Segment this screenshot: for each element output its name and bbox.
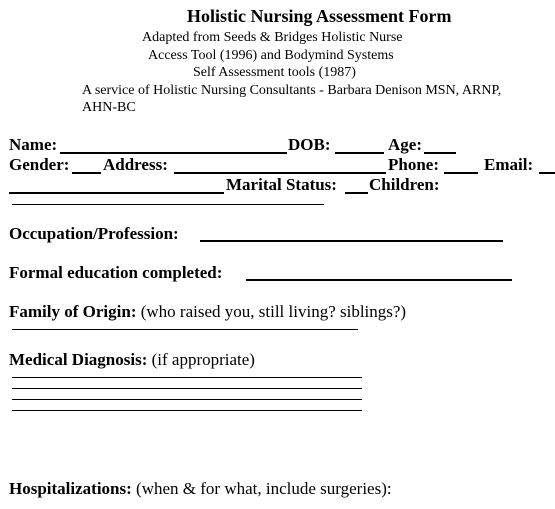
hospitalizations-title: Hospitalizations: (9, 479, 132, 498)
gender-label: Gender: (9, 155, 70, 174)
name-line[interactable] (60, 152, 287, 154)
service-line-2: AHN-BC (82, 100, 136, 115)
occupation-label: Occupation/Profession: (9, 224, 179, 243)
marital-status-label: Marital Status: (226, 175, 337, 194)
hospitalizations-note: (when & for what, include surgeries): (136, 479, 392, 498)
age-label: Age: (388, 135, 422, 154)
children-label: Children: (369, 175, 440, 194)
email-line-continued[interactable] (9, 192, 224, 194)
marital-status-line[interactable] (345, 192, 368, 194)
occupation-line[interactable] (200, 240, 503, 242)
formal-education-line[interactable] (246, 279, 512, 281)
children-line[interactable] (12, 204, 324, 205)
service-line-1: A service of Holistic Nursing Consultants - Barbara Denison MSN, ARNP, (82, 83, 502, 98)
phone-label: Phone: (388, 155, 439, 174)
medical-diagnosis-line-2[interactable] (12, 388, 362, 389)
family-of-origin-note: (who raised you, still living? siblings?) (140, 302, 407, 321)
age-line[interactable] (424, 152, 456, 154)
email-label: Email: (484, 155, 534, 174)
subtitle-line-1: Adapted from Seeds & Bridges Holistic Nurse (142, 30, 403, 45)
medical-diagnosis-line-1[interactable] (12, 377, 362, 378)
medical-diagnosis-note: (if appropriate) (151, 350, 255, 369)
subtitle-line-2: Access Tool (1996) and Bodymind Systems (148, 48, 394, 63)
medical-diagnosis-label (9, 350, 255, 370)
address-line[interactable] (174, 172, 386, 174)
formal-education-label: Formal education completed: (9, 263, 223, 282)
medical-diagnosis-line-4[interactable] (12, 410, 362, 411)
dob-line[interactable] (335, 152, 384, 154)
subtitle-line-3: Self Assessment tools (1987) (193, 65, 356, 80)
family-of-origin-title: Family of Origin: (9, 302, 137, 321)
name-label: Name: (9, 135, 58, 154)
gender-line[interactable] (72, 172, 101, 174)
phone-line[interactable] (444, 172, 478, 174)
medical-diagnosis-line-3[interactable] (12, 399, 362, 400)
email-line-start[interactable] (539, 172, 555, 174)
dob-label: DOB: (288, 135, 331, 154)
form-title: Holistic Nursing Assessment Form (187, 6, 452, 26)
medical-diagnosis-title: Medical Diagnosis: (9, 350, 148, 369)
hospitalizations-label (9, 479, 392, 499)
address-label: Address: (103, 155, 168, 174)
family-of-origin-line[interactable] (12, 329, 358, 330)
family-of-origin-label (9, 302, 406, 322)
